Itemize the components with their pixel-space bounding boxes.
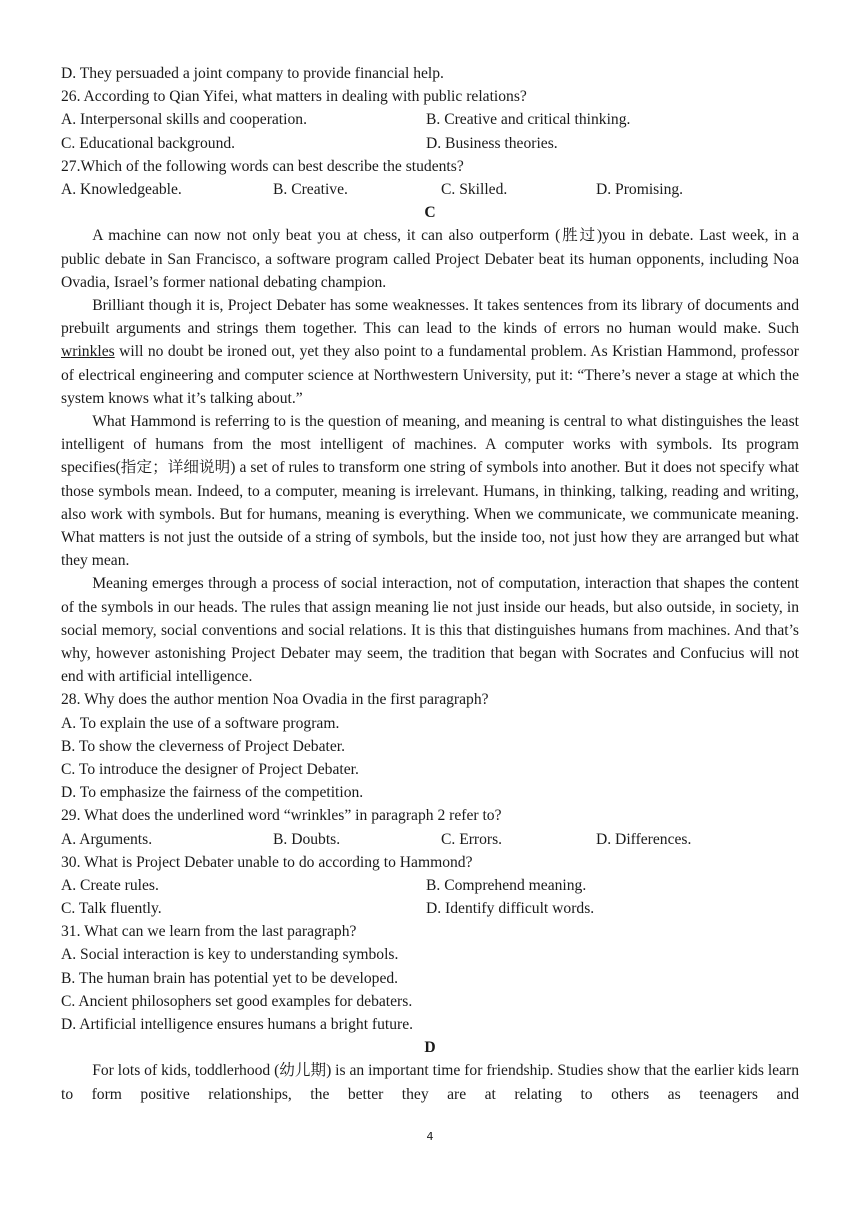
q28-option-c: C. To introduce the designer of Project Debater. bbox=[61, 760, 359, 778]
q31-option-a: A. Social interaction is key to understanding symbols. bbox=[61, 946, 399, 964]
q30-options-row-2 bbox=[61, 897, 799, 920]
section-c-paragraph-3: What Hammond is referring to is the question of meaning, and meaning is central to what distinguishes the least intelligent of humans from the most intelligent of machines. A computer works with symbols. Its program specifies(指定；详细说明) a set of rules to transform one string of symbols into another. But it does not specify what those symbols mean. Indeed, to a computer, meaning is irrelevant. Humans, in thinking, talking, reading and writing, also work with symbols. But for humans, meaning is everything. When we communicate, we communicate meaning. What matters is not just the outside of a string of symbols, but the inside too, not just how they are arranged but what they mean. bbox=[61, 412, 799, 570]
q31-option-c: C. Ancient philosophers set good examples for debaters. bbox=[61, 992, 413, 1010]
section-c-paragraph-1: A machine can now not only beat you at chess, it can also outperform (胜过)you in debate. Last week, in a public debate in San Francisco, a software program called Project Debater beat its human opponents, including Noa Ovadia, Israel’s former national debating champion. bbox=[61, 227, 799, 291]
section-c-paragraph-2 bbox=[61, 294, 799, 410]
q31-option-d: D. Artificial intelligence ensures humans a bright future. bbox=[61, 1016, 414, 1033]
paragraph-2-text-before: Brilliant though it is, Project Debater has some weaknesses. It takes sentences from its library of documents and prebuilt arguments and strings them together. This can lead to the kinds of errors no human would make. Such bbox=[61, 296, 799, 338]
q26-options-row-1 bbox=[61, 108, 799, 131]
q28-option-a: A. To explain the use of a software program. bbox=[61, 714, 340, 732]
section-c-paragraph-4: Meaning emerges through a process of social interaction, not of computation, interaction that shapes the content of the symbols in our heads. The rules that assign meaning lie not just inside our heads, but also outside, in society, in social memory, social conventions and social relations. It is this that distinguishes humans from machines. And that’s why, however astonishing Project Debater may seem, the tradition that began with Socrates and Confucius will not end with artificial intelligence. bbox=[61, 575, 799, 686]
q31-stem: 31. What can we learn from the last paragraph? bbox=[61, 923, 357, 941]
q26-option-d: D. Business theories. bbox=[426, 134, 558, 152]
exam-page bbox=[61, 62, 799, 1106]
underlined-word-wrinkles: wrinkles bbox=[61, 343, 115, 361]
q30-options-row-1 bbox=[61, 874, 799, 897]
q29-option-b: B. Doubts. bbox=[273, 830, 341, 848]
q29-options bbox=[61, 828, 799, 851]
q26-option-c: C. Educational background. bbox=[61, 134, 236, 152]
q29-option-d: D. Differences. bbox=[596, 830, 692, 848]
q26-options-row-2 bbox=[61, 132, 799, 155]
q27-options bbox=[61, 178, 799, 201]
q29-option-a: A. Arguments. bbox=[61, 830, 153, 848]
q30-option-a: A. Create rules. bbox=[61, 876, 159, 894]
q28-option-b: B. To show the cleverness of Project Debater. bbox=[61, 737, 345, 755]
section-c-heading: C bbox=[424, 204, 436, 222]
q28-option-d: D. To emphasize the fairness of the competition. bbox=[61, 784, 364, 802]
q29-stem: 29. What does the underlined word “wrinkles” in paragraph 2 refer to? bbox=[61, 807, 502, 825]
q27-option-b: B. Creative. bbox=[273, 180, 348, 198]
q27-option-c: C. Skilled. bbox=[441, 180, 508, 198]
q25-option-d: D. They persuaded a joint company to provide financial help. bbox=[61, 65, 444, 82]
paragraph-2-text-after: will no doubt be ironed out, yet they also point to a fundamental problem. As Kristian Hammond, professor of electrical engineering and computer science at Northwestern University, put it: “There’s never a stage at which the system knows what it’s talking about.” bbox=[61, 343, 799, 407]
q27-stem: 27.Which of the following words can best describe the students? bbox=[61, 157, 464, 175]
q27-option-d: D. Promising. bbox=[596, 180, 684, 198]
q29-option-c: C. Errors. bbox=[441, 830, 503, 848]
q28-stem: 28. Why does the author mention Noa Ovadia in the first paragraph? bbox=[61, 691, 489, 709]
page-number: 4 bbox=[426, 1130, 434, 1143]
q30-option-c: C. Talk fluently. bbox=[61, 900, 162, 918]
q27-option-a: A. Knowledgeable. bbox=[61, 180, 182, 198]
section-d-heading: D bbox=[424, 1039, 436, 1057]
q26-option-b: B. Creative and critical thinking. bbox=[426, 111, 631, 129]
q26-option-a: A. Interpersonal skills and cooperation. bbox=[61, 111, 307, 129]
section-d-paragraph-1: For lots of kids, toddlerhood (幼儿期) is an important time for friendship. Studies show that the earlier kids learn to form positive relationships, the better they are at relating to others as teenagers and bbox=[61, 1062, 799, 1103]
q31-option-b: B. The human brain has potential yet to be developed. bbox=[61, 969, 399, 987]
q30-stem: 30. What is Project Debater unable to do according to Hammond? bbox=[61, 853, 473, 871]
q30-option-b: B. Comprehend meaning. bbox=[426, 876, 587, 894]
q30-option-d: D. Identify difficult words. bbox=[426, 900, 595, 918]
q26-stem: 26. According to Qian Yifei, what matters in dealing with public relations? bbox=[61, 88, 527, 106]
